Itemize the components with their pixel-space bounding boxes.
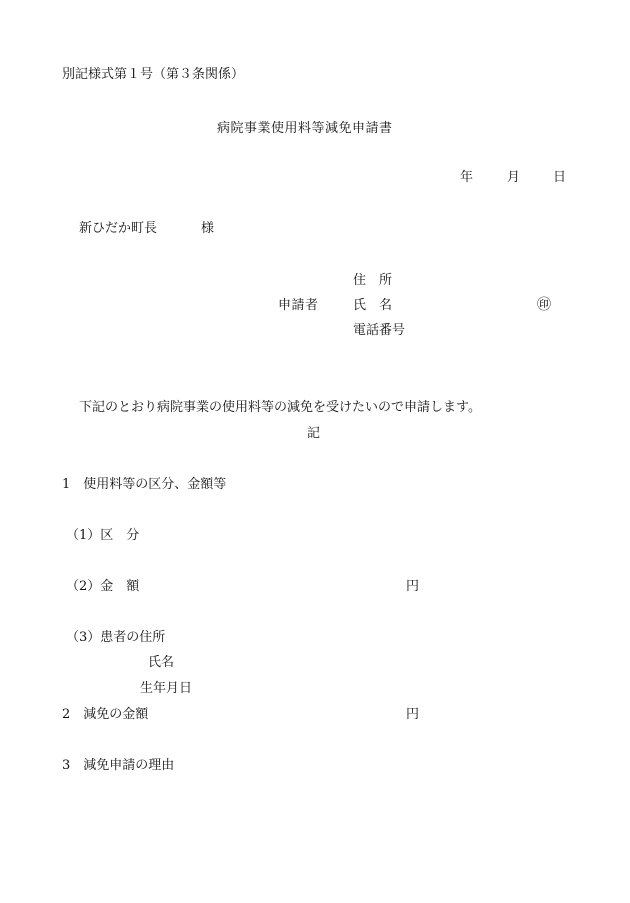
applicant-name-label: 氏 名 [353, 298, 393, 313]
applicant-address-label: 住 所 [353, 273, 393, 288]
item-3-heading: 3 減免申請の理由 [62, 758, 175, 773]
item-1-category: （1）区 分 [66, 528, 140, 543]
seal-mark: ㊞ [537, 297, 551, 313]
addressee-honorific: 様 [201, 221, 215, 236]
item-1-patient-dob: 生年月日 [140, 681, 193, 696]
date-year: 年 [460, 170, 474, 185]
item-1-patient-address: （3）患者の住所 [66, 630, 166, 645]
addressee-name: 新ひだか町長 [79, 221, 158, 236]
item-1-amount-unit: 円 [406, 579, 420, 594]
item-1-amount: （2）金 額 [66, 579, 140, 594]
date-month: 月 [507, 170, 521, 185]
applicant-phone-label: 電話番号 [353, 323, 406, 338]
item-2-heading: 2 減免の金額 [62, 707, 149, 722]
item-1-patient-name: 氏名 [148, 655, 175, 670]
item-2-unit: 円 [406, 707, 420, 722]
applicant-label: 申請者 [278, 298, 319, 313]
item-1-heading: 1 使用料等の区分、金額等 [62, 477, 227, 492]
ki-heading: 記 [307, 426, 321, 441]
date-day: 日 [553, 170, 567, 185]
document-title: 病院事業使用料等減免申請書 [217, 121, 393, 136]
form-label: 別記様式第１号（第３条関係） [62, 67, 245, 82]
application-statement: 下記のとおり病院事業の使用料等の減免を受けたいので申請します。 [79, 400, 481, 415]
